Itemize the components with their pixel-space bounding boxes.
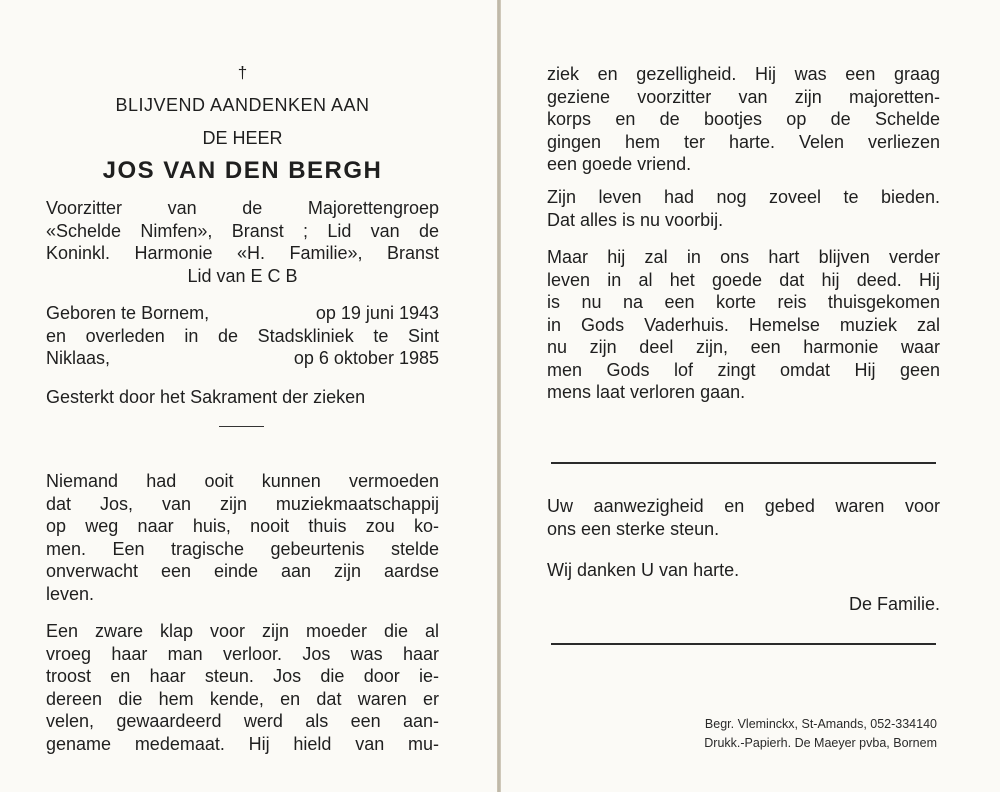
death-line: en overleden in de Stadskliniek te Sint <box>46 325 439 346</box>
heading-title: DE HEER <box>202 128 283 148</box>
divider-top <box>551 462 936 464</box>
thanks-line: Wij danken U van harte. <box>547 560 740 580</box>
birth-row <box>46 302 439 325</box>
paragraph-5 <box>547 246 940 404</box>
death-date: op 6 oktober 1985 <box>293 348 439 368</box>
divider-bottom <box>551 643 936 645</box>
text-line: korps en de bootjes op de Schelde <box>547 109 940 129</box>
text-line: een goede vriend. <box>547 154 692 174</box>
text-line: geziene voorzitter van zijn majoretten- <box>547 86 940 107</box>
text-line: mens laat verloren gaan. <box>547 382 746 402</box>
deceased-name: JOS VAN DEN BERGH <box>102 157 383 184</box>
text-line: velen, gewaardeerd werd als een aan- <box>46 711 439 731</box>
text-line: troost en haar steun. Jos die door ie- <box>46 666 439 686</box>
text-line: ziek en gezelligheid. Hij was een graag <box>547 64 940 84</box>
text-line: Uw aanwezigheid en gebed waren voor <box>547 496 940 516</box>
text-line: leven. <box>46 583 95 604</box>
text-line: in Gods Vaderhuis. Hemelse muziek zal <box>547 314 940 335</box>
text-line: Niemand had ooit kunnen vermoeden <box>46 471 439 491</box>
death-row <box>46 347 439 370</box>
death-place: Niklaas, <box>46 348 111 368</box>
text-line: men Gods lof zingt omdat Hij geen <box>547 359 940 380</box>
birth-date: op 19 juni 1943 <box>315 303 439 323</box>
function-line: Voorzitter van de Majorettengroep <box>46 198 439 218</box>
text-line: dat Jos, van zijn muziekmaatschappij <box>46 493 439 514</box>
function-line: «Schelde Nimfen», Branst ; Lid van de <box>46 220 439 241</box>
right-page <box>501 0 1000 792</box>
paragraph-4 <box>547 186 940 231</box>
text-line: Maar hij zal in ons hart blijven verder <box>547 247 940 267</box>
text-line: ons een sterke steun. <box>547 518 720 539</box>
text-line: Zijn leven had nog zoveel te bieden. <box>547 187 940 207</box>
text-line: Dat alles is nu voorbij. <box>547 209 724 230</box>
text-line: vroeg haar man verloor. Jos was haar <box>46 643 439 664</box>
text-line: is nu na een korte reis thuisgekomen <box>547 292 940 312</box>
thanks-block <box>547 495 940 540</box>
birth-place: Geboren te Bornem, <box>46 303 210 323</box>
paragraph-1 <box>46 470 439 605</box>
paragraph-3 <box>547 63 940 176</box>
text-line: men. Een tragische gebeurtenis stelde <box>46 538 439 559</box>
text-line: nu zijn deel zijn, een harmonie waar <box>547 337 940 357</box>
heading-remembrance: BLIJVEND AANDENKEN AAN <box>115 95 370 115</box>
text-line: onverwacht een einde aan zijn aardse <box>46 561 439 581</box>
short-divider <box>219 426 264 427</box>
paragraph-2 <box>46 620 439 755</box>
sacrament-line: Gesterkt door het Sakrament der zieken <box>46 387 366 407</box>
printer-credit-1: Begr. Vleminckx, St-Amands, 052-334140 <box>704 717 937 731</box>
text-line: op weg naar huis, nooit thuis zou ko- <box>46 516 439 536</box>
function-block <box>46 197 439 287</box>
printer-credit-2: Drukk.-Papierh. De Maeyer pvba, Bornem <box>704 736 937 750</box>
text-line: gingen hem ter harte. Velen verliezen <box>547 131 940 152</box>
function-line: Koninkl. Harmonie «H. Familie», Branst <box>46 243 439 263</box>
text-line: gename medemaat. Hij hield van mu- <box>46 733 439 754</box>
function-line: Lid van E C B <box>187 265 298 286</box>
birth-death-block <box>46 302 439 370</box>
text-line: leven in al het goede dat hij deed. Hij <box>547 269 940 290</box>
text-line: Een zware klap voor zijn moeder die al <box>46 621 439 641</box>
family-signature: De Familie. <box>848 594 940 614</box>
left-page <box>0 0 497 792</box>
text-line: dereen die hem kende, en dat waren er <box>46 688 439 709</box>
cross-symbol: † <box>237 63 248 82</box>
